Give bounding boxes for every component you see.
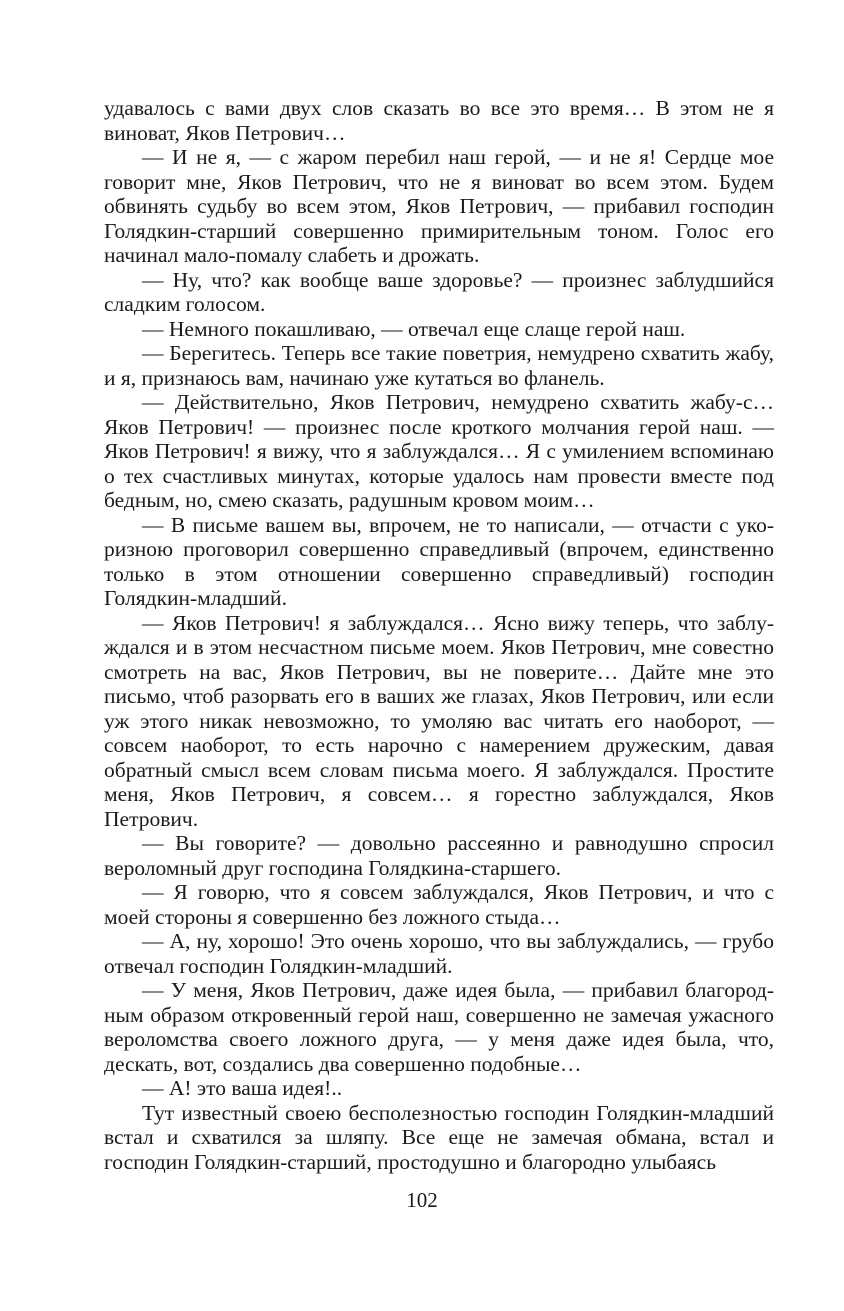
paragraph-14: Тут известный своею бесполезностью господин Голядкин-младший встал и схватился за шляпу. Все еще не замечая обмана, встал и господин Голядкин-старший, простодушно и благородно улыбаясь	[104, 1100, 774, 1174]
paragraph-1: удавалось с вами двух слов сказать во все это время… В этом не я виноват, Яков Петрович…	[104, 96, 774, 145]
page-text	[104, 96, 774, 1174]
paragraph-4: — Немного покашливаю, — отвечал еще слаще герой наш.	[142, 316, 686, 341]
paragraph-10: — Я говорю, что я совсем заблуждался, Яков Петрович, и что с моей стороны я совершенно без ложного стыда…	[104, 880, 774, 929]
paragraph-3: — Ну, что? как вообще ваше здоровье? — произнес заблудшийся сладким голосом.	[104, 267, 774, 316]
paragraph-13: — А! это ваша идея!..	[142, 1076, 343, 1100]
paragraph-5: — Берегитесь. Теперь все такие поветрия, немудрено схватить жабу, и я, признаюсь вам, начинаю уже кутаться во фланель.	[104, 341, 774, 390]
paragraph-2: — И не я, — с жаром перебил наш герой, — и не я! Сердце мое говорит мне, Яков Петрович, что не я виноват во всем этом. Будем обвинять судьбу во всем этом, Яков Петрович, — прибавил господин Голядкин-старший совершенно примирительным тоном. Голос его начинал мало-помалу слабеть и дрожать.	[104, 145, 774, 267]
page-number: 102	[406, 1188, 438, 1212]
paragraph-12: — У меня, Яков Петрович, даже идея была, — прибавил благородным образом откровенный герой наш, совершенно не замечая ужасного вероломства своего ложного друга, — у меня даже идея была, что, дескать, вот, создались два совершенно подобные…	[104, 978, 774, 1076]
paragraph-6: — Действительно, Яков Петрович, немудрено схватить жабу-с… Яков Петрович! — произнес после кроткого молчания герой наш. — Яков Петрович! я вижу, что я заблуждался… Я с умилением вспоминаю о тех счастливых минутах, которые удалось нам провести вместе под бедным, но, смею сказать, радушным кровом моим…	[104, 390, 774, 512]
paragraph-8: — Яков Петрович! я заблуждался… Ясно вижу теперь, что заблуждался и в этом несчастном письме моем. Яков Петрович, мне совестно смотреть на вас, Яков Петрович, вы не поверите… Дайте мне это письмо, чтоб разорвать его в ваших же глазах, Яков Петрович, или если уж этого никак невозможно, то умоляю вас читать его наоборот, — совсем наоборот, то есть нарочно с намерением дружеским, давая обратный смысл всем словам письма моего. Я заблуждался. Простите меня, Яков Петрович, я совсем… я горестно заблуждался, Яков Петрович.	[104, 610, 774, 831]
paragraph-9: — Вы говорите? — довольно рассеянно и равнодушно спросил вероломный друг господина Голядкина-старшего.	[104, 831, 774, 880]
paragraph-7: — В письме вашем вы, впрочем, не то написали, — отчасти с укоризною проговорил совершенно справедливый (впрочем, единственно только в этом отношении совершенно справедливый) господин Голядкин-младший.	[104, 512, 774, 610]
paragraph-11: — А, ну, хорошо! Это очень хорошо, что вы заблуждались, — грубо отвечал господин Голядкин-младший.	[104, 929, 774, 978]
